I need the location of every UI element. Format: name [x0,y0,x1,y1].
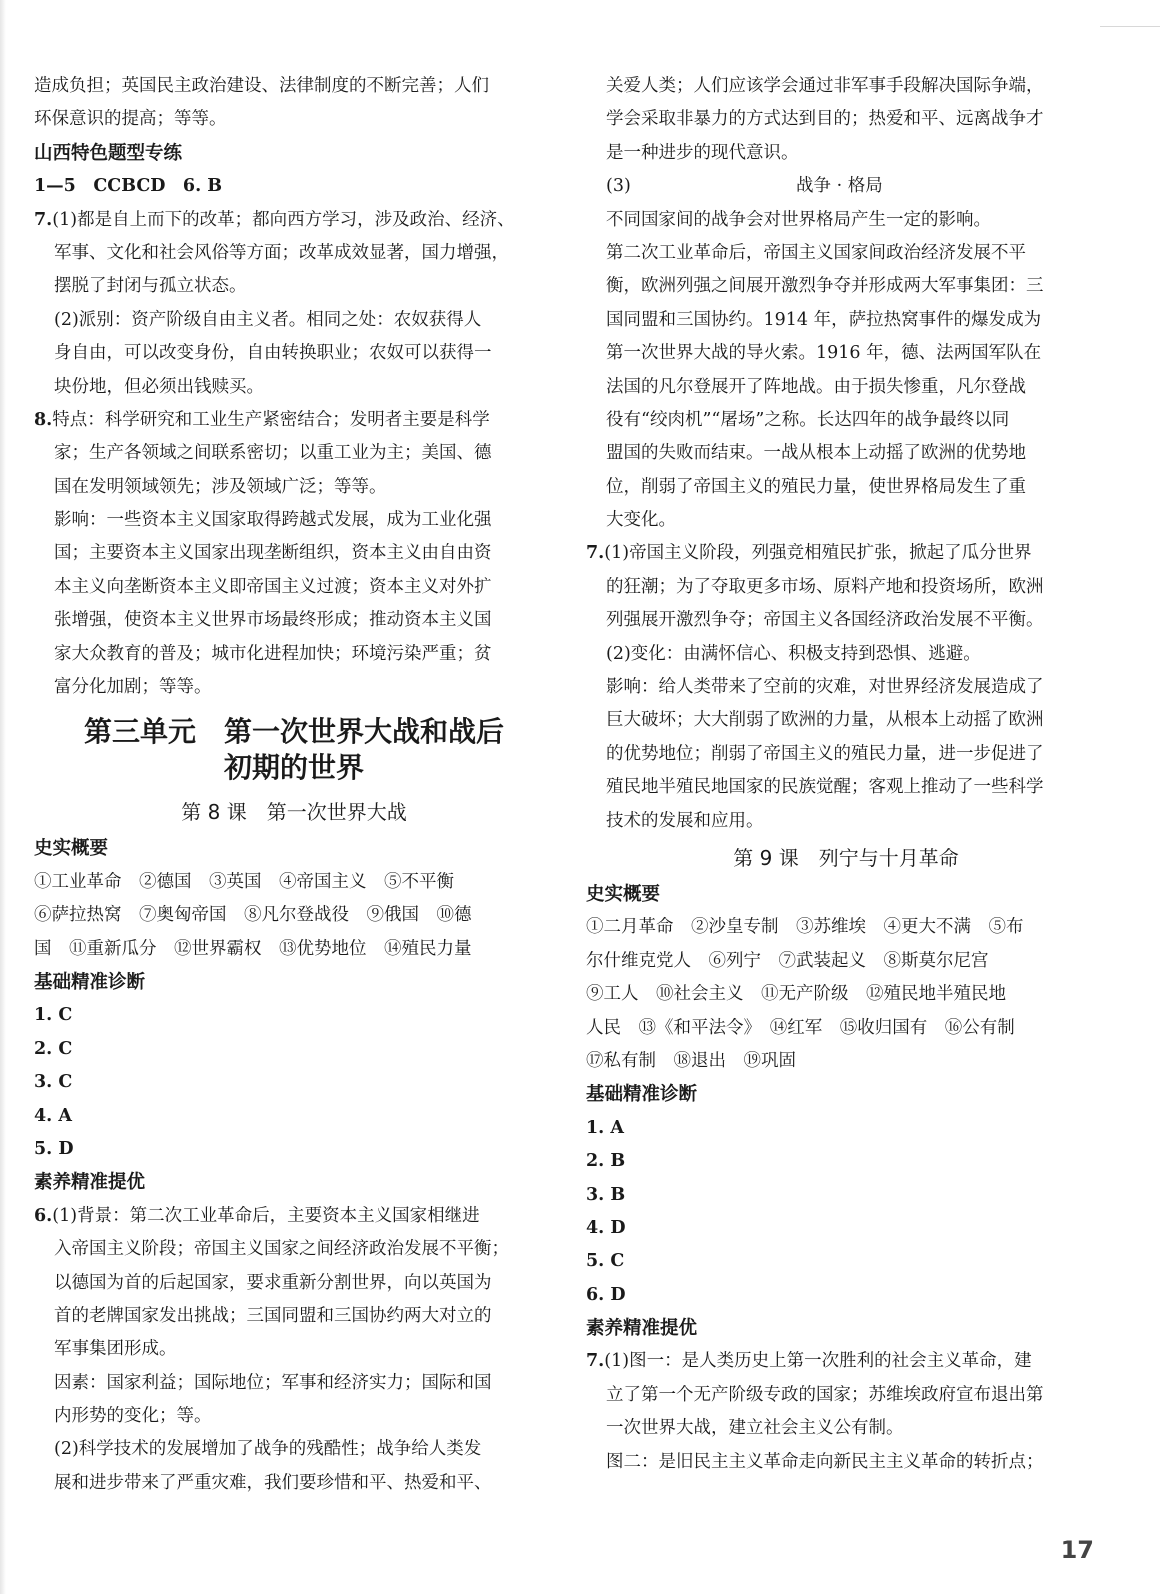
answer-item: 1. A [586,1117,624,1138]
essay-title: 战争 · 格局 [796,176,883,197]
answer-item: 2. C [34,1038,73,1059]
text-line: (2)科学技术的发展增加了战争的残酷性；战争给人类发 [54,1439,482,1460]
text-line: 巨大破坏；大大削弱了欧洲的力量，从根本上动摇了欧洲 [606,710,1044,731]
section-heading-shanxi: 山西特色题型专练 [34,142,183,164]
text-line: 环保意识的提高；等等。 [34,109,227,130]
text-line: 列强展开激烈争夺；帝国主义各国经济政治发展不平衡。 [606,610,1044,631]
answer-item: 5. D [34,1138,74,1159]
text-line: 影响：一些资本主义国家取得跨越式发展，成为工业化强 [54,510,492,531]
left-column [34,70,554,1500]
unit-title-line-1: 第三单元 第一次世界大战和战后 [83,715,504,749]
text-line: 一次世界大战，建立社会主义公有制。 [606,1418,904,1439]
text-line: 影响：给人类带来了空前的灾难，对世界经济发展造成了 [606,677,1044,698]
text-line: 身自由，可以改变身份，自由转换职业；农奴可以获得一 [54,343,492,364]
text-line: 的狂潮；为了夺取更多市场、原料产地和投资场所，欧洲 [606,576,1044,597]
question-number: 6. [34,1205,53,1226]
text-line: ⑨工人 ⑩社会主义 ⑪无产阶级 ⑫殖民地半殖民地 [586,984,1006,1005]
text-line: 家；生产各领域之间联系密切；以重工业为主；美国、德 [54,443,492,464]
lesson-8-title: 第 8 课 第一次世界大战 [181,800,407,825]
lesson-9-title: 第 9 课 列宁与十月革命 [733,845,959,870]
text-line: 是一种进步的现代意识。 [606,142,799,163]
text-line: 张增强，使资本主义世界市场最终形成；推动资本主义国 [54,610,492,631]
text-line: 军事、文化和社会风俗等方面；改革成效显著，国力增强， [54,242,509,263]
text-line: 关爱人类；人们应该学会通过非军事手段解决国际争端， [606,76,1044,96]
text-line: 造成负担；英国民主政治建设、法律制度的不断完善；人们 [34,76,489,96]
text-line: 第一次世界大战的导火索。1916 年，德、法两国军队在 [606,343,1042,364]
text-line: (1)都是自上而下的改革；都向西方学习，涉及政治、经济、 [52,209,515,230]
text-line: 展和进步带来了严重灾难，我们要珍惜和平、热爱和平、 [54,1472,492,1493]
unit-title-line-2: 初期的世界 [223,751,364,785]
section-heading-suyang: 素养精准提优 [586,1318,698,1340]
text-line: (1)背景：第二次工业革命后，主要资本主义国家相继进 [52,1205,480,1226]
text-line: 殖民地半殖民地国家的民族觉醒；客观上推动了一些科学 [606,777,1044,798]
answers-1-6: 1—5 CCBCD 6. B [34,176,223,197]
text-line: 位，削弱了帝国主义的殖民力量，使世界格局发生了重 [606,476,1026,497]
section-heading-suyang: 素养精准提优 [34,1172,146,1194]
text-line: 技术的发展和应用。 [606,810,764,831]
answer-item: 3. C [34,1072,73,1093]
page-corner-line [1100,0,1160,27]
page-edge-shadow [0,0,6,1594]
question-number: 7. [586,543,605,564]
text-line: 第二次工业革命后，帝国主义国家间政治经济发展不平 [606,242,1026,263]
text-line: 人民 ⑬《和平法令》 ⑭红军 ⑮收归国有 ⑯公有制 [586,1017,1015,1038]
answer-item: 6. D [586,1284,626,1305]
text-line: 块份地，但必须出钱赎买。 [54,376,264,397]
text-line: 内形势的变化；等。 [54,1406,212,1427]
text-line: 法国的凡尔登展开了阵地战。由于损失惨重，凡尔登战 [606,376,1026,397]
text-line: 立了第一个无产阶级专政的国家；苏维埃政府宣布退出第 [606,1384,1044,1405]
text-line: 衡，欧洲列强之间展开激烈争夺并形成两大军事集团：三 [606,276,1044,297]
text-line: 国 ⑪重新瓜分 ⑫世界霸权 ⑬优势地位 ⑭殖民力量 [34,938,472,959]
text-line: 富分化加剧；等等。 [54,677,212,698]
text-line: (2)派别：资产阶级自由主义者。相同之处：农奴获得人 [54,309,482,330]
answer-item: 1. C [34,1005,73,1026]
right-column [586,70,1106,1479]
text-line: 国在发明领域领先；涉及领域广泛；等等。 [54,476,387,497]
page-number: 17 [1060,1536,1094,1564]
answer-item: 3. B [586,1184,626,1205]
text-line: ①工业革命 ②德国 ③英国 ④帝国主义 ⑤不平衡 [34,871,454,892]
section-heading-jichu: 基础精准诊断 [586,1084,698,1106]
section-heading-jichu: 基础精准诊断 [34,971,146,993]
text-line: 学会采取非暴力的方式达到目的；热爱和平、远离战争才 [606,109,1044,130]
text-line: 尔什维克党人 ⑥列宁 ⑦武装起义 ⑧斯莫尔尼宫 [586,950,989,971]
question-number: 8. [34,409,53,430]
section-heading-shishi: 史实概要 [34,838,109,860]
text-line: 因素：国家利益；国际地位；军事和经济实力；国际和国 [54,1372,492,1393]
text-line: 入帝国主义阶段；帝国主义国家之间经济政治发展不平衡； [54,1239,509,1260]
text-line: (1)帝国主义阶段，列强竞相殖民扩张，掀起了瓜分世界 [604,543,1032,564]
text-line: 军事集团形成。 [54,1339,177,1360]
text-line: 役有“绞肉机”“屠场”之称。长达四年的战争最终以同 [606,409,1010,430]
text-line: 的优势地位；削弱了帝国主义的殖民力量，进一步促进了 [606,743,1044,764]
question-number: 7. [586,1351,605,1372]
text-line: 大变化。 [606,510,676,531]
text-line: ①二月革命 ②沙皇专制 ③苏维埃 ④更大不满 ⑤布 [586,917,1024,938]
text-line: 国同盟和三国协约。1914 年，萨拉热窝事件的爆发成为 [606,309,1042,330]
question-number: 7. [34,209,53,230]
text-line: 家大众教育的普及；城市化进程加快；环境污染严重；贫 [54,643,492,664]
answer-item: 4. A [34,1105,72,1126]
text-line: ⑰私有制 ⑱退出 ⑲巩固 [586,1050,796,1071]
text-line: 盟国的失败而结束。一战从根本上动摇了欧洲的优势地 [606,443,1026,464]
text-line: 本主义向垄断资本主义即帝国主义过渡；资本主义对外扩 [54,576,492,597]
answer-item: 2. B [586,1151,626,1172]
text-line: (1)图一：是人类历史上第一次胜利的社会主义革命，建 [604,1351,1032,1372]
text-line: 图二：是旧民主主义革命走向新民主主义革命的转折点； [606,1451,1044,1472]
text-line: 首的老牌国家发出挑战；三国同盟和三国协约两大对立的 [54,1305,492,1326]
text-line: ⑥萨拉热窝 ⑦奥匈帝国 ⑧凡尔登战役 ⑨俄国 ⑩德 [34,905,472,926]
text-line: 国；主要资本主义国家出现垄断组织，资本主义由自由资 [54,543,492,564]
answer-item: 5. C [586,1251,625,1272]
text-line: 特点：科学研究和工业生产紧密结合；发明者主要是科学 [52,409,490,430]
unit-title [34,704,554,792]
text-line: 不同国家间的战争会对世界格局产生一定的影响。 [606,209,991,230]
answer-item: 4. D [586,1217,626,1238]
sub-question-number: (3) [606,176,631,197]
text-line: (2)变化：由满怀信心、积极支持到恐惧、逃避。 [606,643,981,664]
section-heading-shishi: 史实概要 [586,883,661,905]
text-line: 摆脱了封闭与孤立状态。 [54,276,247,297]
text-line: 以德国为首的后起国家，要求重新分割世界，向以英国为 [54,1272,492,1293]
